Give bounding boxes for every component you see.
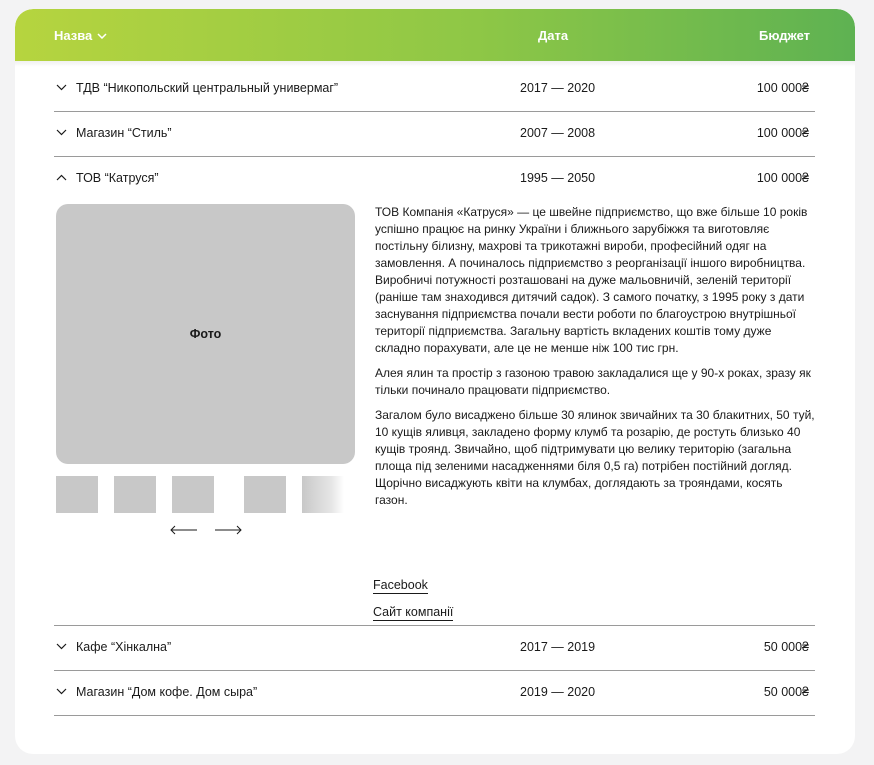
row-details: [54, 202, 815, 626]
thumbnail[interactable]: [56, 476, 98, 513]
row-budget: 100 000₴: [756, 126, 809, 140]
row-name: Магазин “Стиль”: [76, 126, 172, 140]
thumbnail-strip: [56, 476, 346, 513]
description-paragraph: ТОВ Компанія «Катруся» — це швейне підприємство, що вже більше 10 років успішно працює на ринку України і ближнього зарубіжжя та виготовляє постільну білизну, махрові та трикотажні вироби, професійний одяг на замовлення. А починалось підприємство з реорганізації іншого виробництва. Виробничі потужності розташовані на дуже мальовничій, зеленій території (раніше там знаходився дитячий садок). З самого початку, з 1995 року з дати заснування підприємства почали вести роботи по благоустрою внутрішньої території підприємства. Загальну вартість вкладених коштів тому дуже складно порахувати, але це не менше ніж 100 тис грн.: [375, 205, 808, 355]
table-row[interactable]: [54, 67, 815, 112]
row-name: ТДВ “Никопольский центральный универмаг”: [76, 81, 339, 95]
arrow-right-icon[interactable]: [214, 524, 242, 536]
table-row[interactable]: [54, 112, 815, 157]
arrow-left-icon[interactable]: [170, 524, 198, 536]
row-date: 2019 — 2020: [520, 685, 596, 699]
gallery-navigation: [170, 524, 250, 536]
row-budget: 50 000₴: [763, 685, 809, 699]
photo-placeholder[interactable]: [56, 204, 355, 464]
row-date: 2017 — 2020: [520, 81, 596, 95]
chevron-down-icon[interactable]: [56, 84, 67, 91]
chevron-up-icon[interactable]: [56, 174, 67, 181]
thumbnail[interactable]: [114, 476, 156, 513]
facebook-link[interactable]: Facebook: [373, 578, 428, 592]
row-budget: 50 000₴: [763, 640, 809, 654]
sort-by-name-button[interactable]: [54, 28, 107, 43]
header-name-label: Назва: [54, 28, 93, 43]
thumbnail[interactable]: [172, 476, 214, 513]
row-budget: 100 000₴: [756, 171, 809, 185]
photo-label: Фото: [189, 327, 222, 341]
row-date: 2007 — 2008: [520, 126, 596, 140]
table-header: [15, 9, 855, 61]
projects-table-card: [15, 9, 855, 754]
header-date-label: Дата: [538, 28, 569, 43]
table-row[interactable]: [54, 626, 815, 671]
description-paragraph: Загалом було висаджено більше 30 ялинок звичайних та 30 блакитних, 50 туй, 10 кущів яливця, закладено форму клумб та розарію, де ростуть близько 40 кущів троянд. Звичайно, щоб підтримувати цю велику територію (загальна площа під зеленими насадженнями біля 0,5 га) потрібен постійний догляд. Щорічно висаджують квіти на клумбах, доглядають за трояндами, косять газон.: [375, 408, 815, 507]
row-name: Магазин “Дом кофе. Дом сыра”: [76, 685, 258, 699]
thumbnail[interactable]: [244, 476, 286, 513]
row-name: Кафе “Хінкална”: [76, 640, 172, 654]
description-paragraph: Алея ялин та простір з газоною травою закладалися ще у 90-х роках, зразу як тільки починало працювати підприємство.: [375, 366, 811, 397]
chevron-down-icon[interactable]: [56, 643, 67, 650]
chevron-down-icon: [97, 33, 107, 39]
company-site-link[interactable]: Сайт компанії: [373, 605, 454, 619]
header-budget-label: Бюджет: [759, 28, 810, 43]
row-date: 1995 — 2050: [520, 171, 596, 185]
table-row-expanded[interactable]: [54, 157, 815, 202]
chevron-down-icon[interactable]: [56, 129, 67, 136]
row-date: 2017 — 2019: [520, 640, 596, 654]
row-budget: 100 000₴: [756, 81, 809, 95]
company-description: [375, 204, 815, 517]
row-name: ТОВ “Катруся”: [76, 171, 159, 185]
thumbnail[interactable]: [302, 476, 344, 513]
chevron-down-icon[interactable]: [56, 688, 67, 695]
table-row[interactable]: [54, 671, 815, 716]
